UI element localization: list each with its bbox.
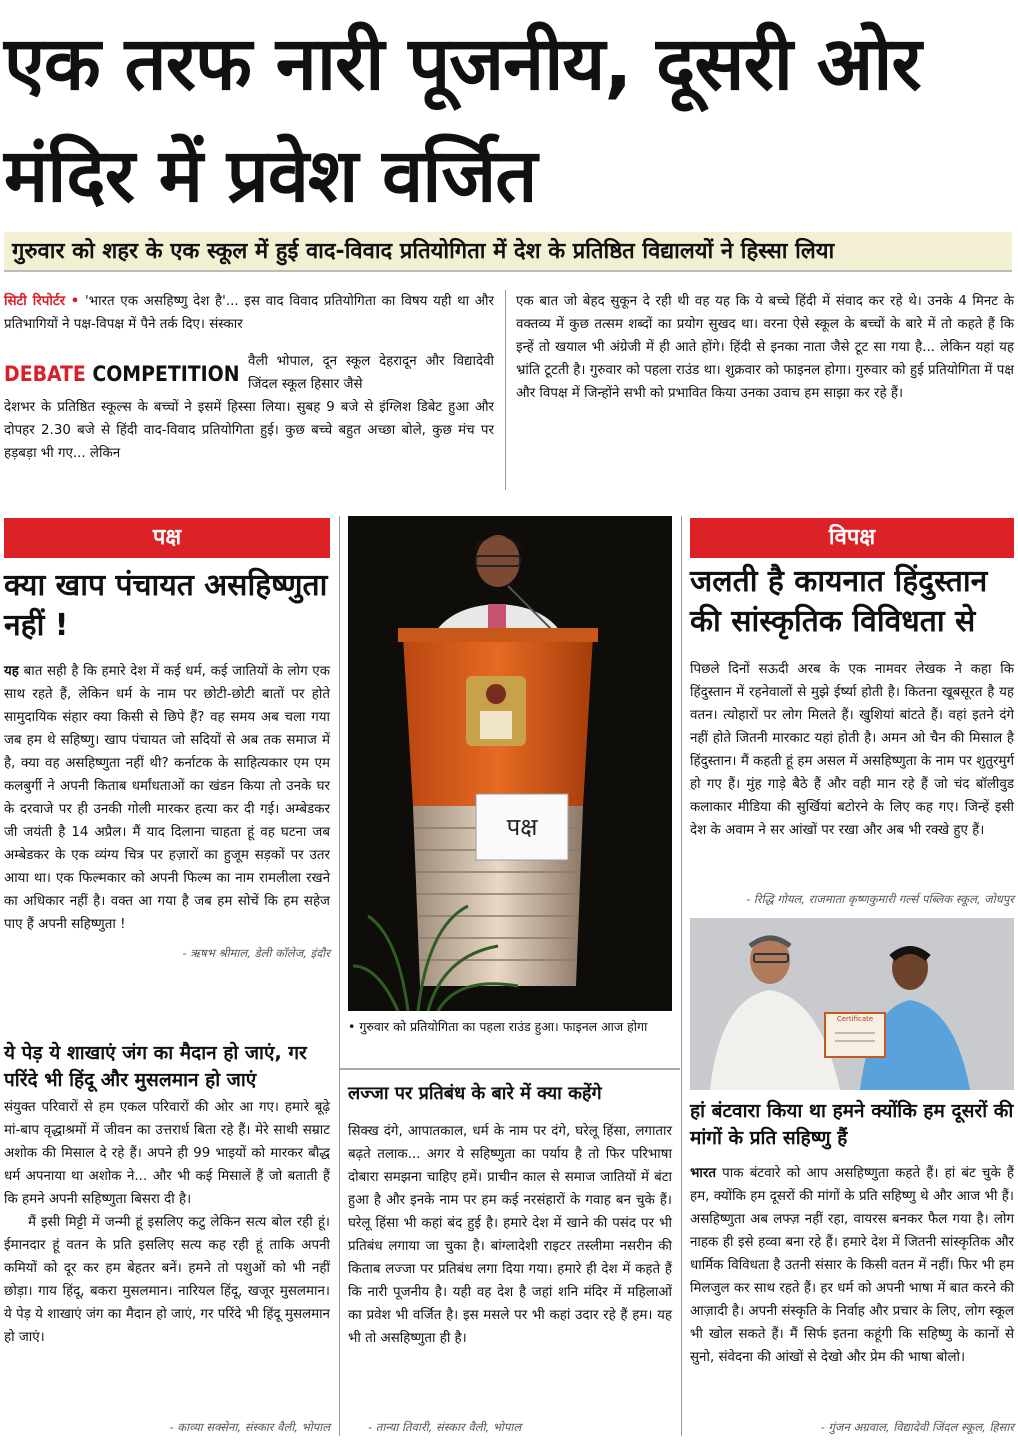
award-photo (690, 918, 1014, 1090)
photo-caption: • गुरुवार को प्रतियोगिता का पहला राउंड हुआ। फाइनल आज होगा (348, 1019, 648, 1034)
vipaksh-title: जलती है कायनात हिंदुस्तान की सांस्कृतिक विविधता से (690, 564, 988, 639)
paksh-second-para-1: संयुक्त परिवारों से हम एकल परिवारों की ओर आ गए। हमारे बूढ़े मां-बाप वृद्धाश्रमों में जीवन का उत्तरार्ध बिता रहे हैं। मेरे साथी सम्राट अशोक की मिसाल दे रहे हैं। अपने ही 99 भाइयों को मारकर बौद्ध धर्म अपनाया था अशोक ने... और भी कई मिसालें हैं जो बताती हैं कि हमने अपनी सहिष्णुता बिसरा दी है। (4, 1100, 330, 1207)
section-rule (340, 1068, 680, 1070)
paksh-text: बात सही है कि हमारे देश में कई धर्म, कई जातियों के लोग एक साथ रहते हैं, लेकिन धर्म के नाम पर छोटी-छोटी बातों पर होते सामुदायिक संहार क्या किसी से छिपे हैं? वह समय अब चला गया जब हम थे सहिष्णु। खाप पंचायत जो सदियों से अब तक समाज में है, क्या वह असहिष्णुता नहीं थी? कर्नाटक के साहित्यकार एम एम कलबुर्गी ने अपनी किताब धर्मांधताओं का खंडन किया तो उनके घर के दरवाजे पर ही उनकी गोली मारकर हत्या कर दी गई। अम्बेडकर जी जयंती है 14 अप्रैल। मैं याद दिलाना चाहता हूं वह घटना जब अम्बेडकर के एक व्यंग्य चित्र पर हज़ारों का हुजूम सड़कों पर उतर आया था। एक फिल्मकार को अपनी फिल्म का नाम रामलीला रखने का अधिकार नहीं है। वक्त आ गया है जब हम सोचें कि हम सहेज पाए हैं अपनी सहिष्णुता ! (4, 664, 330, 932)
vipaksh-second-body (690, 1162, 1014, 1369)
paksh-lead: यह (4, 664, 19, 679)
certificate-text: Certificate (836, 1015, 874, 1023)
vipaksh-second-text: पाक बंटवारे को आप असहिष्णुता कहते हैं। हां बंट चुके हैं हम, क्योंकि हम दूसरों की मांगों के प्रति सहिष्णु थे और आज भी हैं। असहिष्णुता अब लफ्ज़ नहीं रहा, वायरस बनकर फैल गया है। लोग नाहक ही इसे हव्वा बना रहे हैं। हमारे देश में जितनी सांस्कृतिक और धार्मिक विविधता है उतनी संसार के किसी वतन में नहीं। फिर भी हम मिलजुल कर साथ रहते हैं। हर धर्म को अपनी भाषा में बात करने की आज़ादी है। अपनी संस्कृति के निर्वाह और प्रचार के लिए, लोग स्कूल भी खोल सकते हैं। मैं सिर्फ इतना कहूंगी कि सहिष्णु के कानों से सुनो, संवेदना की आंखों से देखो और प्रेम की भाषा बोलो। (690, 1166, 1014, 1365)
vipaksh-second-lead: भारत (690, 1166, 716, 1181)
column-divider (505, 290, 506, 490)
intro-text-1: 'भारत एक असहिष्णु देश है'... इस वाद विवाद प्रतियोगिता का विषय यही था और प्रतिभागियों ने पक्ष-विपक्ष में पैने तर्क दिए। संस्कार (4, 294, 494, 332)
vipaksh-header: विपक्ष (690, 518, 1014, 558)
column-divider (681, 516, 682, 1436)
award-illustration (690, 918, 1014, 1090)
subheadline: गुरुवार को शहर के एक स्कूल में हुई वाद-विवाद प्रतियोगिता में देश के प्रतिष्ठित विद्यालयों ने हिस्सा लिया (4, 232, 1012, 272)
speaker-illustration (348, 516, 672, 1011)
vipaksh-byline: - रिद्धि गोयल, राजमाता कृष्णकुमारी गर्ल्स पब्लिक स्कूल, जोधपुर (746, 892, 1014, 906)
paksh-header: पक्ष (4, 518, 330, 558)
center-byline: - तान्या तिवारी, संस्कार वैली, भोपाल (368, 1420, 522, 1434)
paksh-second-body (4, 1096, 330, 1349)
column-divider (339, 516, 340, 1436)
debate-word: DEBATE (4, 362, 86, 386)
podium-sign: पक्ष (506, 813, 538, 841)
vipaksh-body: पिछले दिनों सऊदी अरब के एक नामवर लेखक ने कहा कि हिंदुस्तान में रहनेवालों से मुझे ईर्ष्या होती है। कितना खूबसूरत है यह वतन। त्योहारों पर लोग मिलते हैं। खुशियां बांटते हैं। वहां इतने दंगे नहीं होते जितनी मारकाट यहां होती है। अमन ओ चैन की मिसाल है हिंदुस्तान। मैं कहती हूं हम असल में असहिष्णुता के नाम पर शुतुरमुर्ग हो गए हैं। मुंह गाड़े बैठे हैं और वही मान रहे हैं जो चंद बॉलीवुड कलाकार मीडिया की सुर्खियां बटोरने के लिए कह गए। जिन्हें इसी देश के अवाम ने सर आंखों पर रखा और अब भी रक्खे हुए हैं। (690, 662, 1014, 838)
paksh-byline: - ऋषभ श्रीमाल, डेली कॉलेज, इंदौर (182, 946, 330, 960)
paksh-body (4, 660, 330, 965)
debate-competition-label (4, 362, 240, 386)
paksh-second-byline: - काव्या सक्सेना, संस्कार वैली, भोपाल (169, 1420, 330, 1434)
intro-text-2: वैली भोपाल, दून स्कूल देहरादून और विद्यादेवी जिंदल स्कूल हिसार जैसे (248, 354, 494, 392)
bullet-icon: • (70, 294, 80, 309)
paksh-second-title: ये पेड़ ये शाखाएं जंग का मैदान हो जाएं, गर परिंदे भी हिंदू और मुसलमान हो जाएं (4, 1042, 307, 1091)
headline: एक तरफ नारी पूजनीय, दूसरी ओर मंदिर में प्रवेश वर्जित (4, 21, 921, 219)
vipaksh-second-title: हां बंटवारा किया था हमने क्योंकि हम दूसरों की मांगों के प्रति सहिष्णु हैं (690, 1100, 1014, 1149)
debate-speaker-photo (348, 516, 672, 1011)
vipaksh-second-byline: - गुंजन अग्रवाल, विद्यादेवी जिंदल स्कूल, हिसार (820, 1420, 1014, 1434)
reporter-label: सिटी रिपोर्टर (4, 294, 66, 309)
intro-paragraph-1 (4, 290, 494, 336)
intro-text-3: देशभर के प्रतिष्ठित स्कूल्स के बच्चों ने इसमें हिस्सा लिया। सुबह 9 बजे से इंग्लिश डिबेट हुआ और दोपहर 2.30 बजे से हिंदी वाद-विवाद प्रतियोगिता हुई। कुछ बच्चे बहुत अच्छा बोले, कुछ मंच पर हड़बड़ा भी गए... लेकिन (4, 400, 494, 461)
intro-left (4, 290, 494, 500)
paksh-title: क्या खाप पंचायत असहिष्णुता नहीं ! (4, 568, 328, 643)
intro-right: एक बात जो बेहद सुकून दे रही थी वह यह कि ये बच्चे हिंदी में संवाद कर रहे थे। उनके 4 मिनट के वक्तव्य में कुछ तत्सम शब्दों का प्रयोग सुखद था। वरना ऐसे स्कूल के बच्चों के बारे में तो कहते हैं कि इन्हें तो खयाल भी अंग्रेजी में ही आते होंगे। हिंदी से इनका नाता जैसे टूट सा गया है... लेकिन यहां यह भ्रांति टूटती है। गुरुवार को पहला राउंड था। शुक्रवार को फाइनल होगा। गुरुवार को हुई प्रतियोगिता में पक्ष और विपक्ष में जिन्होंने सभी को प्रभावित किया उनका उवाच हम साझा कर रहे हैं। (516, 294, 1014, 401)
paksh-second-para-2: मैं इसी मिट्टी में जन्मी हूं इसलिए कटु लेकिन सत्य बोल रही हूं। ईमानदार हूं वतन के प्रति इसलिए सत्य कह रही हूं ताकि अपनी कमियों को दूर कर हम बेहतर बनें। हमने तो पशुओं को भी नहीं छोड़ा। गाय हिंदू, बकरा मुसलमान। नारियल हिंदू, खजूर मुसलमान। ये पेड़ ये शाखाएं जंग का मैदान हो जाएं, गर परिंदे भी हिंदू मुसलमान हो जाएं। (4, 1215, 330, 1345)
center-article-body: सिक्ख दंगे, आपातकाल, धर्म के नाम पर दंगे, घरेलू हिंसा, लगातार बढ़ते तलाक... अगर ये सहिष्णुता का पर्याय है तो फिर परिभाषा दोबारा समझना चाहिए हमें। प्राचीन काल से समाज जातियों में बंटा हुआ है और इनके नाम पर हम कई नरसंहारों के गवाह बन चुके हैं। घरेलू हिंसा भी कहां बंद हुई है। हमारे देश में खाने की पसंद पर भी प्रतिबंध लगाया जा चुका है। बांग्लादेशी राइटर तस्लीमा नसरीन की किताब लज्जा पर प्रतिबंध लगा दिया गया। हमारे ही देश में कहते हैं कि नारी पूजनीय है। यही वह देश है जहां शनि मंदिर में महिलाओं का प्रवेश भी वर्जित है। इस मसले पर भी कहां उदार रहे हैं हम। यह भी तो असहिष्णुता ही है। (348, 1124, 672, 1346)
center-article-title: लज्जा पर प्रतिबंध के बारे में क्या कहेंगे (348, 1083, 602, 1104)
competition-word: COMPETITION (92, 362, 240, 386)
